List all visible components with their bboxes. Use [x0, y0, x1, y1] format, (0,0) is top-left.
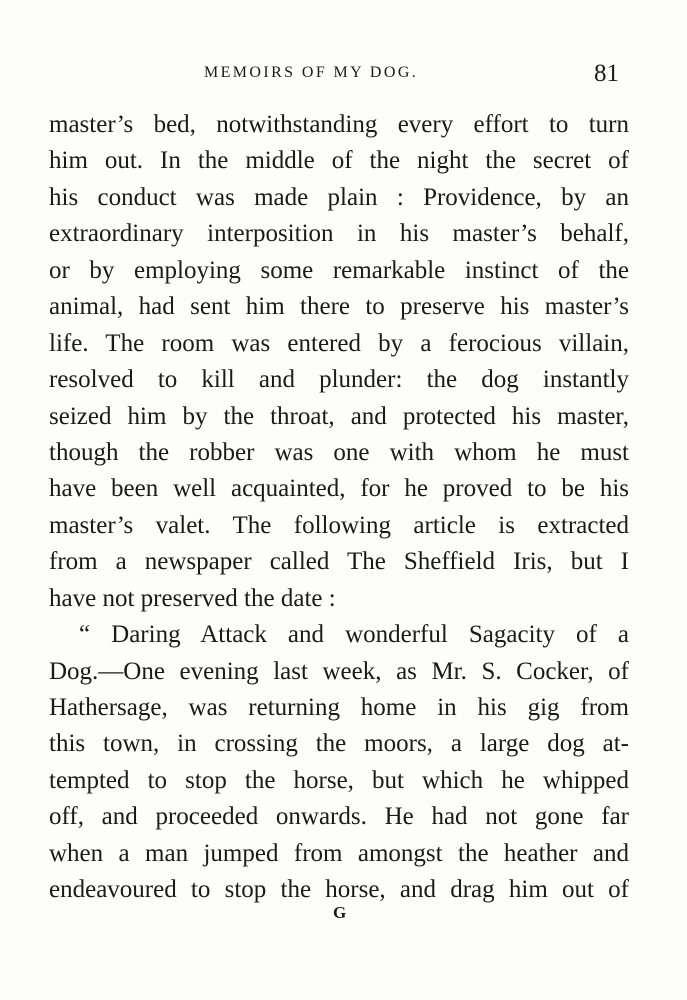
text-line: tempted to stop the horse, but which he whipped — [49, 766, 629, 794]
text-line: his conduct was made plain : Providence, by an — [49, 183, 629, 211]
text-line: animal, had sent him there to preserve his master’s — [49, 293, 629, 321]
text-line: from a newspaper called The Sheffield Iris, but I — [49, 548, 629, 576]
text-line: this town, in crossing the moors, a large dog at- — [49, 730, 629, 758]
text-line: Dog.—One evening last week, as Mr. S. Cocker, of — [49, 657, 629, 685]
text-line: though the robber was one with whom he must — [49, 438, 629, 466]
text-line: master’s bed, notwithstanding every effort to turn — [49, 111, 629, 138]
running-head — [0, 62, 687, 90]
text-line: resolved to kill and plunder: the dog instantly — [49, 366, 629, 394]
text-line: Hathersage, was returning home in his gig from — [49, 694, 629, 721]
text-line: master’s valet. The following article is extracted — [49, 511, 629, 539]
text-line: extraordinary interposition in his master’s behalf, — [49, 220, 629, 248]
text-line: him out. In the middle of the night the secret of — [49, 147, 629, 175]
text-line: have been well acquainted, for he proved to be his — [49, 475, 629, 503]
signature-mark: G — [333, 903, 347, 922]
running-title: MEMOIRS OF MY DOG. — [204, 64, 419, 81]
text-line: off, and proceeded onwards. He had not gone far — [49, 803, 629, 831]
page-number: 81 — [594, 60, 619, 87]
text-line: seized him by the throat, and protected his master, — [49, 402, 629, 430]
text-line: when a man jumped from amongst the heather and — [49, 839, 629, 867]
body-text — [49, 107, 629, 909]
text-line: life. The room was entered by a ferocious villain, — [49, 329, 629, 357]
text-line: “ Daring Attack and wonderful Sagacity of a — [79, 621, 629, 649]
text-line: have not preserved the date : — [49, 584, 336, 612]
text-line: endeavoured to stop the horse, and drag him out of — [49, 876, 629, 904]
text-line: or by employing some remarkable instinct of the — [49, 256, 629, 284]
